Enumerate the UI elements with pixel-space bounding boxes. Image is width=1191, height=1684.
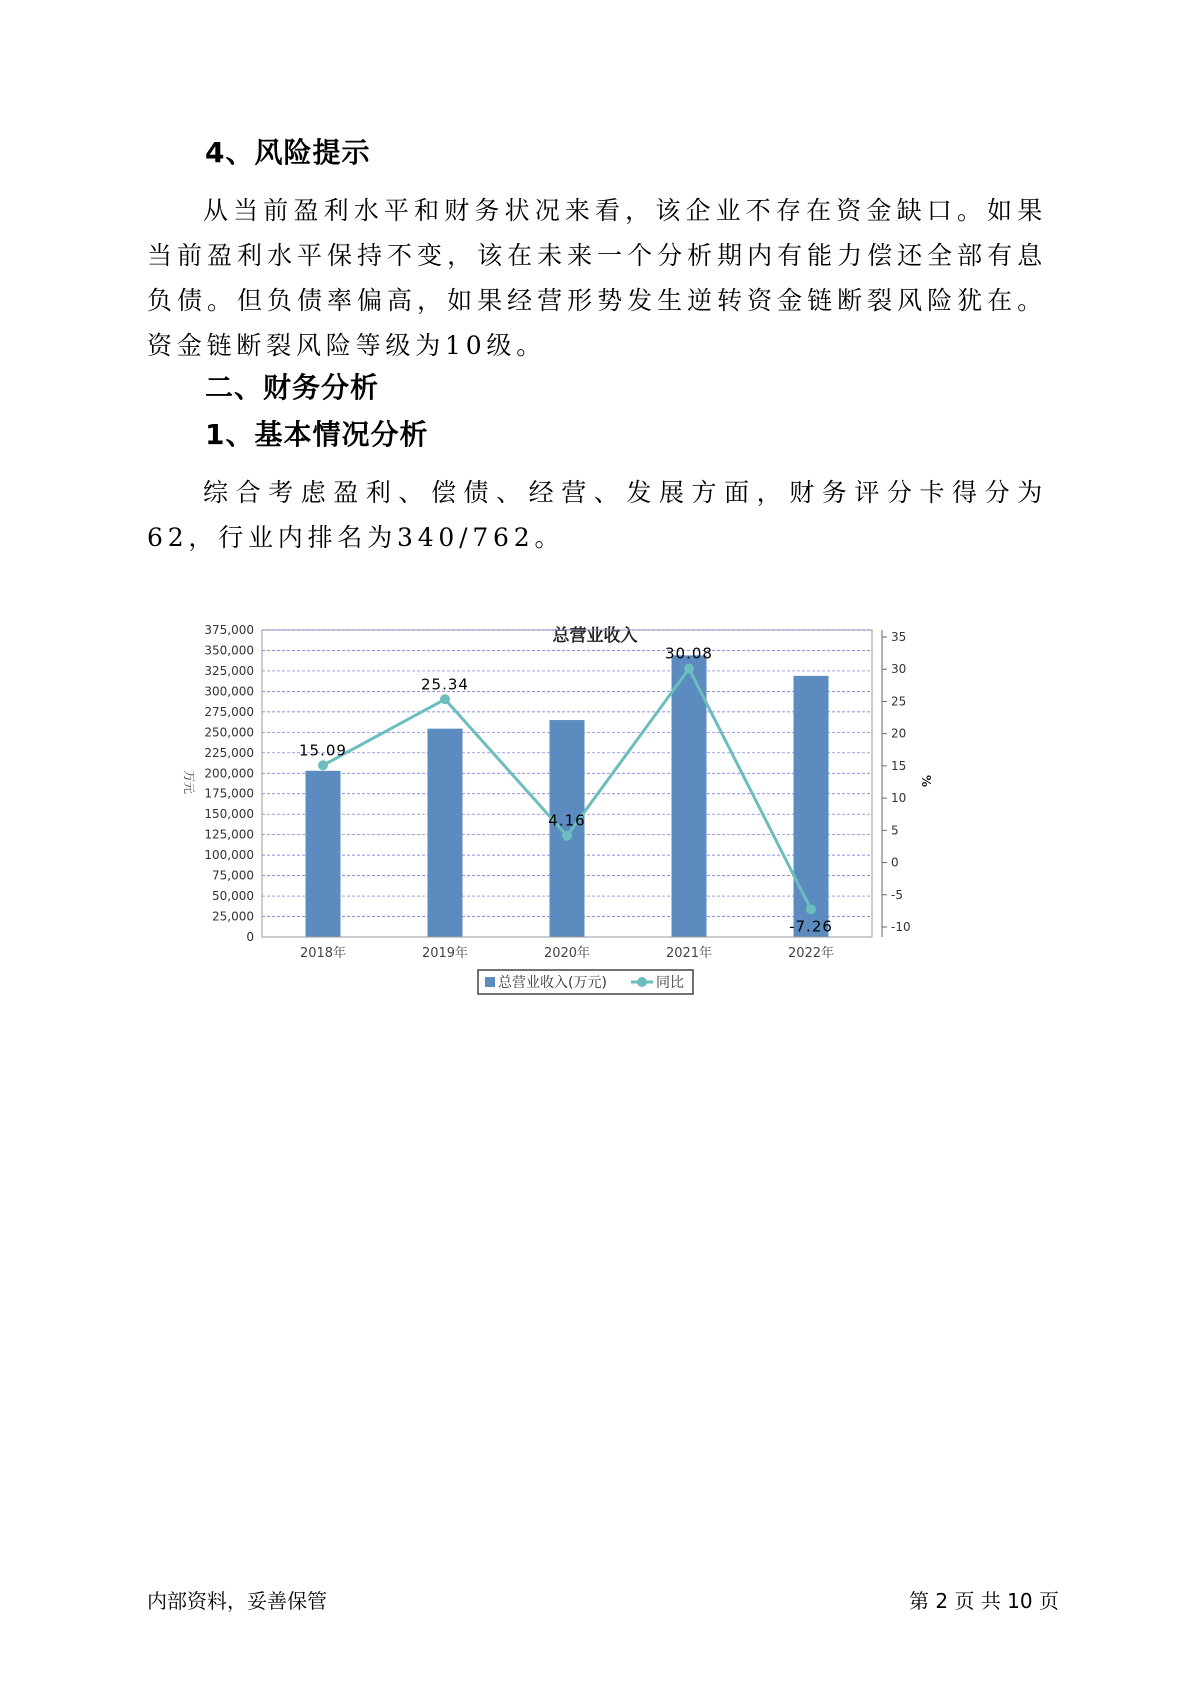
- left-axis: [204, 623, 254, 944]
- right-tick-label: 25: [891, 694, 907, 709]
- left-tick-label: 125,000: [204, 827, 254, 842]
- finance-heading: 二、财务分析: [205, 371, 380, 404]
- yoy-point: [318, 760, 328, 770]
- revenue-bar: [794, 676, 829, 937]
- left-tick-label: 25,000: [212, 909, 254, 924]
- left-tick-label: 50,000: [212, 889, 254, 904]
- legend-bar-swatch: [485, 977, 495, 987]
- legend-line-marker: [637, 977, 647, 987]
- yoy-data-label: 15.09: [299, 741, 347, 760]
- left-axis-label: 万元: [182, 770, 196, 795]
- revenue-chart: [170, 620, 1010, 1080]
- left-tick-label: 300,000: [204, 684, 254, 699]
- yoy-point: [562, 831, 572, 841]
- left-tick-label: 350,000: [204, 643, 254, 658]
- right-tick-label: 15: [891, 758, 907, 773]
- basic-heading: 1、基本情况分析: [205, 418, 429, 451]
- yoy-point: [684, 664, 694, 674]
- yoy-data-label: -7.26: [789, 917, 833, 936]
- legend: [478, 970, 693, 994]
- left-tick-label: 225,000: [204, 745, 254, 760]
- left-tick-label: 325,000: [204, 663, 254, 678]
- left-tick-label: 75,000: [212, 868, 254, 883]
- right-tick-label: 35: [891, 630, 907, 644]
- left-tick-label: 0: [246, 930, 254, 944]
- right-tick-label: -5: [891, 887, 903, 902]
- yoy-data-label: 30.08: [665, 644, 713, 663]
- chart-title: 总营业收入: [552, 626, 638, 646]
- right-tick-label: 30: [891, 662, 907, 677]
- revenue-bar: [306, 771, 341, 937]
- right-axis: [882, 630, 911, 937]
- yoy-point: [440, 694, 450, 704]
- left-tick-label: 100,000: [204, 848, 254, 863]
- x-tick-label: 2019年: [421, 946, 469, 961]
- left-tick-label: 275,000: [204, 704, 254, 719]
- x-axis: [262, 937, 872, 961]
- right-tick-label: 0: [891, 855, 899, 870]
- revenue-bar: [428, 729, 463, 937]
- right-tick-label: -10: [891, 920, 911, 934]
- yoy-point: [806, 904, 816, 914]
- right-tick-label: 5: [891, 823, 899, 838]
- right-tick-label: 10: [891, 791, 907, 806]
- yoy-data-label: 25.34: [421, 675, 469, 694]
- legend-line-label: 同比: [656, 975, 684, 991]
- x-tick-label: 2022年: [787, 946, 835, 961]
- left-tick-label: 175,000: [204, 786, 254, 801]
- left-tick-label: 250,000: [204, 725, 254, 740]
- legend-bar-label: 总营业收入(万元): [498, 975, 607, 991]
- basic-paragraph: 综合考虑盈利、偿债、经营、发展方面，财务评分卡得分为62，行业内排名为340/762。: [147, 478, 1047, 552]
- footer-page-number: 第 2 页 共 10 页: [909, 1589, 1059, 1613]
- risk-heading: 4、风险提示: [205, 136, 371, 169]
- right-axis-label: %: [919, 775, 933, 788]
- bar-series: [306, 655, 829, 937]
- revenue-bar: [672, 655, 707, 937]
- x-tick-label: 2020年: [543, 946, 591, 961]
- left-tick-label: 375,000: [204, 623, 254, 637]
- right-tick-label: 20: [891, 726, 907, 741]
- x-tick-label: 2021年: [665, 946, 713, 961]
- risk-paragraph: 从当前盈利水平和财务状况来看，该企业不存在资金缺口。如果当前盈利水平保持不变，该在未来一个分析期内有能力偿还全部有息负债。但负债率偏高，如果经营形势发生逆转资金链断裂风险犹在。资金链断裂风险等级为10级。: [147, 196, 1047, 360]
- x-tick-label: 2018年: [299, 946, 347, 961]
- left-tick-label: 150,000: [204, 807, 254, 822]
- footer-confidential: 内部资料，妥善保管: [147, 1589, 327, 1613]
- left-tick-label: 200,000: [204, 766, 254, 781]
- yoy-data-label: 4.16: [548, 811, 586, 830]
